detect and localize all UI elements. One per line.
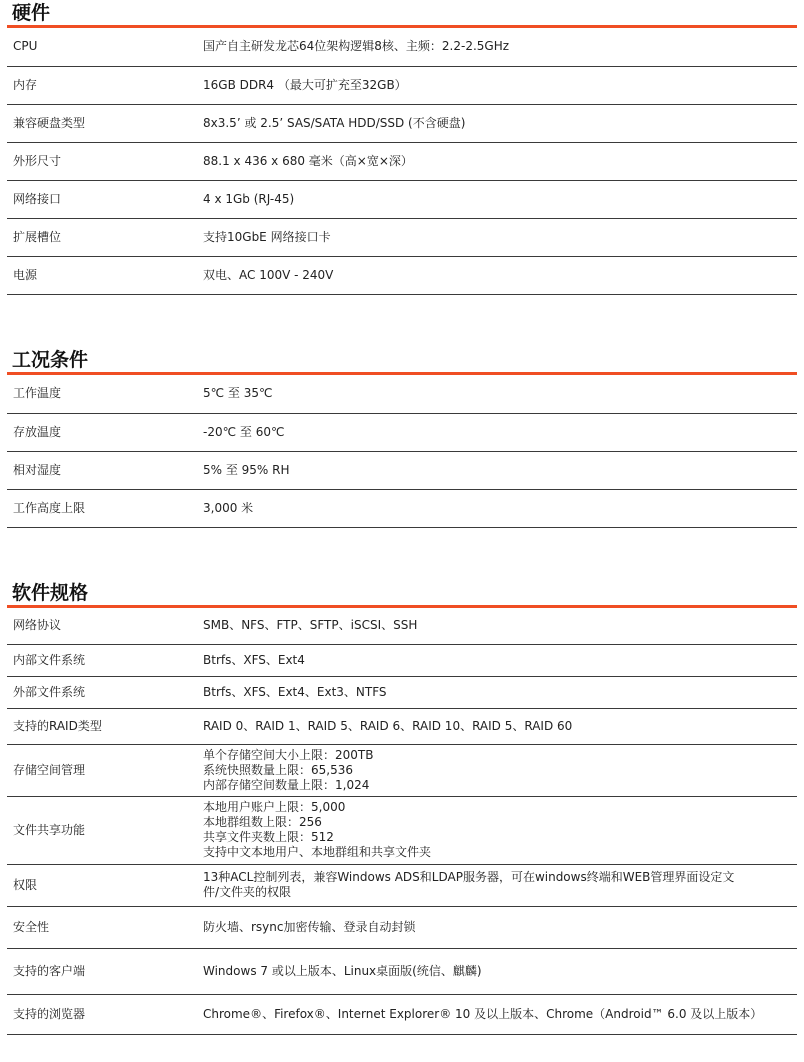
table-row xyxy=(7,66,797,104)
value-line: Btrfs、XFS、Ext4 xyxy=(203,652,305,667)
value-line: 内部存储空间数量上限：1,024 xyxy=(203,777,370,792)
section-hardware xyxy=(7,2,797,295)
value-line: 5% 至 95% RH xyxy=(203,462,290,477)
spec-table xyxy=(7,375,797,528)
row-label: CPU xyxy=(7,28,203,66)
value-line: 件/文件夹的权限 xyxy=(203,885,292,899)
row-label: 扩展槽位 xyxy=(7,218,203,256)
spec-table xyxy=(7,608,797,1035)
value-line: 防火墙、rsync加密传输、登录自动封锁 xyxy=(203,919,416,934)
spec-table xyxy=(7,28,797,295)
row-value xyxy=(203,608,797,644)
row-label: 网络协议 xyxy=(7,608,203,644)
section-title: 软件规格 xyxy=(7,582,797,608)
row-value xyxy=(203,413,797,451)
table-row xyxy=(7,28,797,66)
table-row xyxy=(7,451,797,489)
table-row xyxy=(7,256,797,294)
row-value xyxy=(203,375,797,413)
value-line: 16GB DDR4 （最大可扩充至32GB） xyxy=(203,77,407,92)
row-value xyxy=(203,66,797,104)
row-label: 存放温度 xyxy=(7,413,203,451)
row-label: 安全性 xyxy=(7,906,203,948)
value-line: SMB、NFS、FTP、SFTP、iSCSI、SSH xyxy=(203,618,418,633)
table-row xyxy=(7,994,797,1034)
row-value xyxy=(203,994,797,1034)
value-line: 88.1 x 436 x 680 毫米（高×宽×深） xyxy=(203,153,413,168)
table-row xyxy=(7,218,797,256)
value-line: 国产自主研发龙芯64位架构逻辑8核、主频：2.2-2.5GHz xyxy=(203,39,510,54)
row-value xyxy=(203,451,797,489)
row-label: 网络接口 xyxy=(7,180,203,218)
row-value xyxy=(203,142,797,180)
row-label: 兼容硬盘类型 xyxy=(7,104,203,142)
row-label: 支持的客户端 xyxy=(7,948,203,994)
section-title: 工况条件 xyxy=(7,349,797,375)
row-value xyxy=(203,256,797,294)
value-line: 本地群组数上限：256 xyxy=(203,815,322,829)
value-line: 系统快照数量上限：65,536 xyxy=(203,762,353,777)
value-line: 5℃ 至 35℃ xyxy=(203,386,273,401)
row-value xyxy=(203,796,797,864)
row-value xyxy=(203,708,797,744)
section-software xyxy=(7,582,797,1035)
value-line: 支持10GbE 网络接口卡 xyxy=(203,229,331,244)
value-line: 双电、AC 100V - 240V xyxy=(203,267,334,282)
row-value xyxy=(203,864,797,906)
row-value xyxy=(203,489,797,527)
row-label: 存储空间管理 xyxy=(7,744,203,796)
table-row xyxy=(7,180,797,218)
row-value xyxy=(203,676,797,708)
row-value xyxy=(203,744,797,796)
value-line: Chrome®、Firefox®、Internet Explorer® 10 及以上版本、Chrome（Android™ 6.0 及以上版本） xyxy=(203,1006,763,1021)
row-value xyxy=(203,104,797,142)
row-label: 支持的浏览器 xyxy=(7,994,203,1034)
table-row xyxy=(7,489,797,527)
value-line: 3,000 米 xyxy=(203,500,254,515)
table-row xyxy=(7,142,797,180)
table-row xyxy=(7,708,797,744)
row-value xyxy=(203,28,797,66)
table-row xyxy=(7,676,797,708)
value-line: Windows 7 或以上版本、Linux桌面版(统信、麒麟) xyxy=(203,963,482,978)
value-line: 13种ACL控制列表，兼容Windows ADS和LDAP服务器，可在windows终端和WEB管理界面设定文 xyxy=(203,870,735,884)
section-conditions xyxy=(7,349,797,528)
table-row xyxy=(7,796,797,864)
value-line: Btrfs、XFS、Ext4、Ext3、NTFS xyxy=(203,684,387,699)
row-label: 相对湿度 xyxy=(7,451,203,489)
row-label: 工作温度 xyxy=(7,375,203,413)
table-row xyxy=(7,864,797,906)
row-value xyxy=(203,180,797,218)
table-row xyxy=(7,906,797,948)
row-label: 电源 xyxy=(7,256,203,294)
value-line: 单个存储空间大小上限：200TB xyxy=(203,747,374,762)
table-row xyxy=(7,608,797,644)
value-line: 本地用户账户上限：5,000 xyxy=(203,800,346,814)
value-line: 支持中文本地用户、本地群组和共享文件夹 xyxy=(203,845,432,859)
section-title: 硬件 xyxy=(7,2,797,28)
value-line: 4 x 1Gb (RJ-45) xyxy=(203,191,295,206)
table-row xyxy=(7,104,797,142)
row-label: 支持的RAID类型 xyxy=(7,708,203,744)
row-label: 文件共享功能 xyxy=(7,796,203,864)
row-label: 权限 xyxy=(7,864,203,906)
table-row xyxy=(7,375,797,413)
row-label: 外部文件系统 xyxy=(7,676,203,708)
row-value xyxy=(203,906,797,948)
value-line: 共享文件夹数上限：512 xyxy=(203,830,334,844)
table-row xyxy=(7,744,797,796)
row-value xyxy=(203,948,797,994)
row-label: 内存 xyxy=(7,66,203,104)
table-row xyxy=(7,644,797,676)
row-label: 工作高度上限 xyxy=(7,489,203,527)
row-label: 外形尺寸 xyxy=(7,142,203,180)
row-label: 内部文件系统 xyxy=(7,644,203,676)
table-row xyxy=(7,948,797,994)
value-line: 8x3.5’ 或 2.5’ SAS/SATA HDD/SSD (不含硬盘) xyxy=(203,115,466,130)
value-line: -20℃ 至 60℃ xyxy=(203,424,285,439)
value-line: RAID 0、RAID 1、RAID 5、RAID 6、RAID 10、RAID 5、RAID 60 xyxy=(203,718,573,733)
row-value xyxy=(203,218,797,256)
table-row xyxy=(7,413,797,451)
row-value xyxy=(203,644,797,676)
